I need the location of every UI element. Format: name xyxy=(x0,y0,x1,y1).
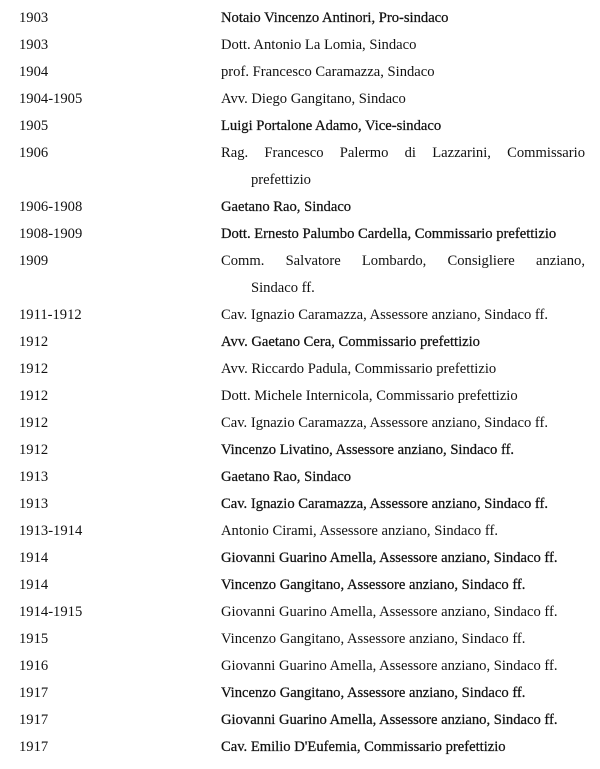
row-year: 1905 xyxy=(19,118,49,134)
row-description xyxy=(221,140,585,194)
row-description: Avv. Riccardo Padula, Commissario prefettizio xyxy=(221,361,497,377)
list-row xyxy=(0,464,600,491)
row-description: Giovanni Guarino Amella, Assessore anziano, Sindaco ff. xyxy=(221,550,558,566)
row-year: 1917 xyxy=(19,712,49,728)
list-row xyxy=(0,680,600,707)
row-description: Cav. Emilio D'Eufemia, Commissario prefettizio xyxy=(221,739,506,755)
row-description: prof. Francesco Caramazza, Sindaco xyxy=(221,64,435,80)
row-description: Vincenzo Gangitano, Assessore anziano, Sindaco ff. xyxy=(221,685,526,701)
row-year: 1913-1914 xyxy=(19,523,83,539)
list-row xyxy=(0,437,600,464)
row-year: 1906 xyxy=(19,145,49,161)
row-year: 1912 xyxy=(19,388,49,404)
row-description-line-1: Comm. Salvatore Lombardo, Consigliere anziano, xyxy=(221,253,585,269)
list-row xyxy=(0,194,600,221)
row-description: Cav. Ignazio Caramazza, Assessore anziano, Sindaco ff. xyxy=(221,415,549,431)
row-year: 1909 xyxy=(19,253,49,269)
row-description: Cav. Ignazio Caramazza, Assessore anziano, Sindaco ff. xyxy=(221,496,549,512)
row-description: Giovanni Guarino Amella, Assessore anziano, Sindaco ff. xyxy=(221,712,558,728)
row-description-line-2: Sindaco ff. xyxy=(251,280,315,296)
row-description: Luigi Portalone Adamo, Vice-sindaco xyxy=(221,118,442,134)
list-row xyxy=(0,518,600,545)
row-year: 1913 xyxy=(19,469,49,485)
list-row xyxy=(0,140,600,194)
row-description: Vincenzo Livatino, Assessore anziano, Sindaco ff. xyxy=(221,442,515,458)
list-row xyxy=(0,329,600,356)
row-year: 1912 xyxy=(19,334,49,350)
row-description: Avv. Diego Gangitano, Sindaco xyxy=(221,91,406,107)
list-row xyxy=(0,599,600,626)
row-year: 1914-1915 xyxy=(19,604,83,620)
row-year: 1912 xyxy=(19,361,49,377)
row-description: Dott. Ernesto Palumbo Cardella, Commissario prefettizio xyxy=(221,226,557,242)
list-row xyxy=(0,356,600,383)
list-row xyxy=(0,86,600,113)
row-description: Cav. Ignazio Caramazza, Assessore anziano, Sindaco ff. xyxy=(221,307,549,323)
row-description: Dott. Antonio La Lomia, Sindaco xyxy=(221,37,417,53)
mayors-list xyxy=(0,5,600,761)
list-row xyxy=(0,383,600,410)
row-year: 1903 xyxy=(19,10,49,26)
list-row xyxy=(0,734,600,761)
list-row xyxy=(0,707,600,734)
list-row xyxy=(0,572,600,599)
list-row xyxy=(0,626,600,653)
row-year: 1916 xyxy=(19,658,49,674)
row-description: Dott. Michele Internicola, Commissario prefettizio xyxy=(221,388,518,404)
list-row xyxy=(0,653,600,680)
row-description: Vincenzo Gangitano, Assessore anziano, Sindaco ff. xyxy=(221,577,526,593)
row-description-line-2: prefettizio xyxy=(251,172,311,188)
row-description: Vincenzo Gangitano, Assessore anziano, Sindaco ff. xyxy=(221,631,526,647)
row-year: 1908-1909 xyxy=(19,226,83,242)
row-year: 1904-1905 xyxy=(19,91,83,107)
list-row xyxy=(0,5,600,32)
row-year: 1906-1908 xyxy=(19,199,83,215)
row-year: 1912 xyxy=(19,415,49,431)
row-year: 1914 xyxy=(19,577,49,593)
list-row xyxy=(0,32,600,59)
row-year: 1917 xyxy=(19,739,49,755)
row-year: 1904 xyxy=(19,64,49,80)
row-description: Gaetano Rao, Sindaco xyxy=(221,469,352,485)
row-description: Gaetano Rao, Sindaco xyxy=(221,199,352,215)
row-description: Antonio Cirami, Assessore anziano, Sindaco ff. xyxy=(221,523,498,539)
list-row xyxy=(0,302,600,329)
row-year: 1903 xyxy=(19,37,49,53)
list-row xyxy=(0,221,600,248)
row-year: 1915 xyxy=(19,631,49,647)
list-row xyxy=(0,59,600,86)
list-row xyxy=(0,410,600,437)
row-description: Notaio Vincenzo Antinori, Pro-sindaco xyxy=(221,10,449,26)
row-description: Giovanni Guarino Amella, Assessore anziano, Sindaco ff. xyxy=(221,658,558,674)
row-year: 1912 xyxy=(19,442,49,458)
row-description xyxy=(221,248,585,302)
row-description: Giovanni Guarino Amella, Assessore anziano, Sindaco ff. xyxy=(221,604,558,620)
list-row xyxy=(0,113,600,140)
row-description-line-1: Rag. Francesco Palermo di Lazzarini, Commissario xyxy=(221,145,585,161)
row-year: 1911-1912 xyxy=(19,307,82,323)
row-year: 1914 xyxy=(19,550,49,566)
list-row xyxy=(0,545,600,572)
row-year: 1913 xyxy=(19,496,49,512)
list-row xyxy=(0,491,600,518)
list-row xyxy=(0,248,600,302)
row-description: Avv. Gaetano Cera, Commissario prefettizio xyxy=(221,334,480,350)
row-year: 1917 xyxy=(19,685,49,701)
